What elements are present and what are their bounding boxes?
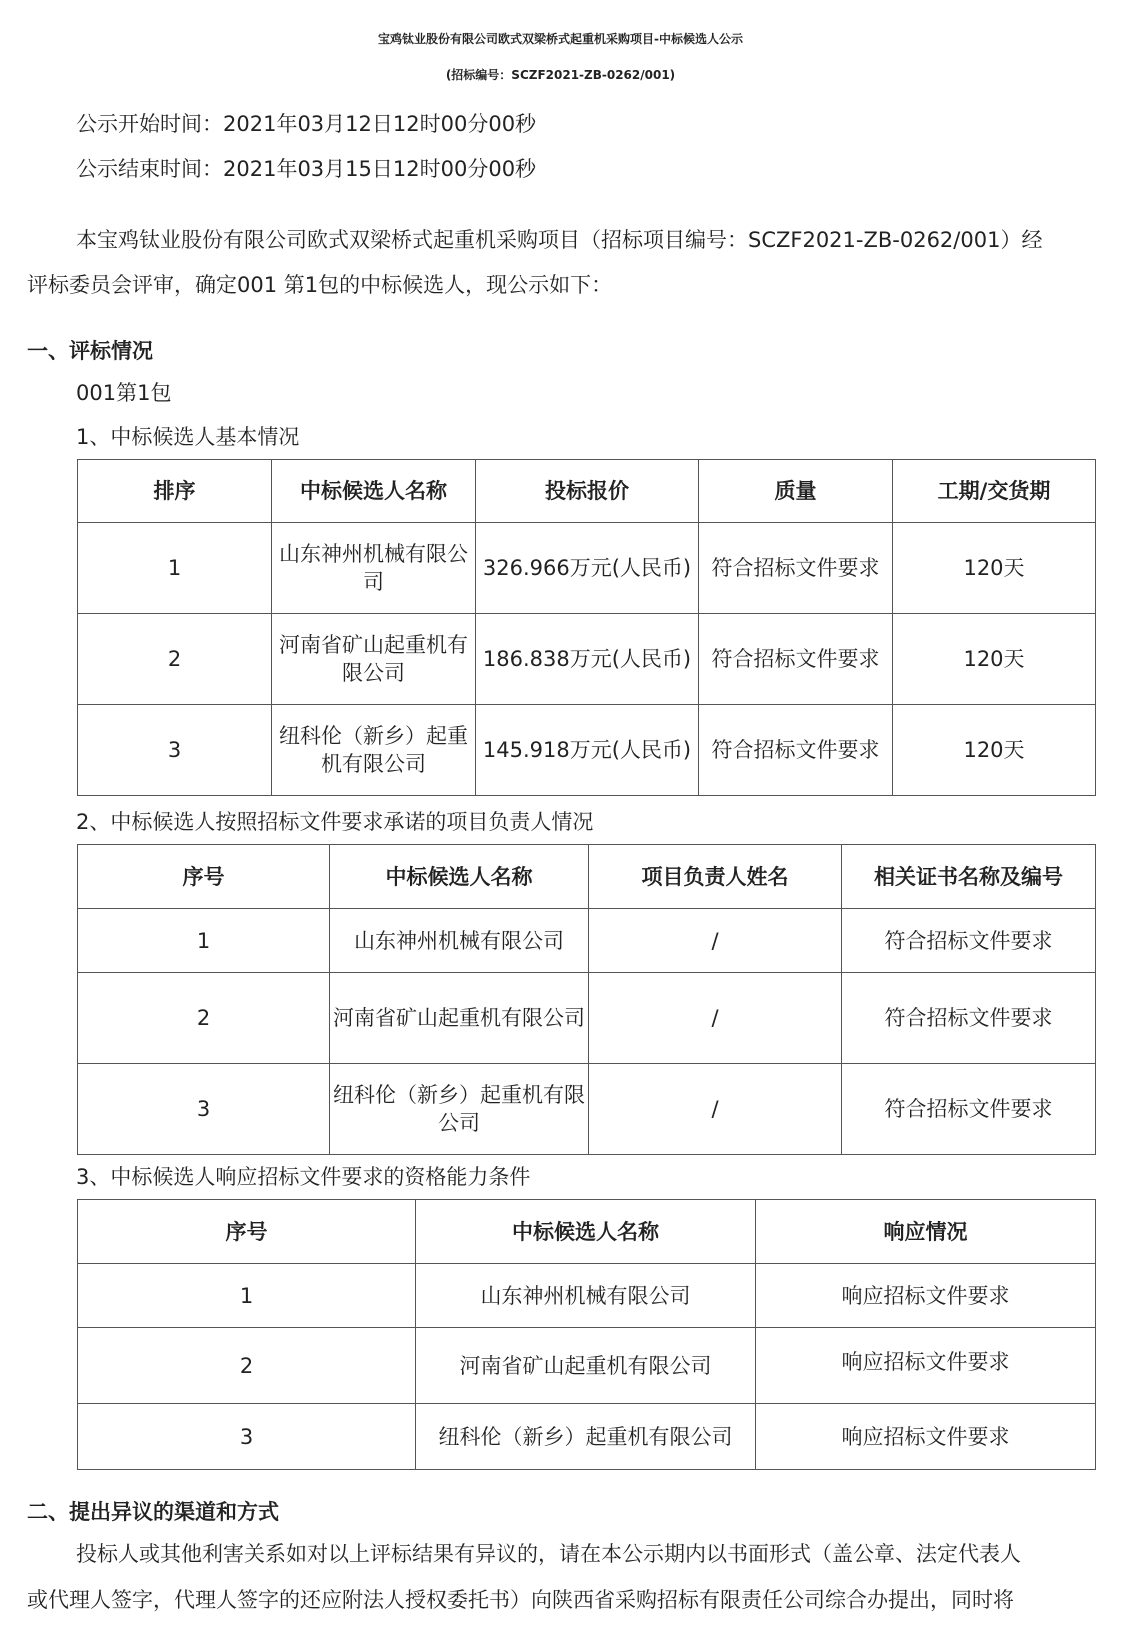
cell-bid-price: 145.918万元(人民币) [476,705,699,796]
intro-line-2: 评标委员会评审，确定001 第1包的中标候选人，现公示如下： [27,273,613,297]
document-title: 宝鸡钛业股份有限公司欧式双梁桥式起重机采购项目-中标候选人公示 [378,32,743,46]
cell-candidate-name: 河南省矿山起重机有限公司 [272,614,476,705]
cell-rank: 3 [78,705,272,796]
cell-candidate-name: 河南省矿山起重机有限公司 [416,1328,756,1404]
publicity-end-time: 公示结束时间：2021年03月15日12时00分00秒 [76,157,537,181]
col-header-candidate-name: 中标候选人名称 [272,460,476,523]
cell-candidate-name: 山东神州机械有限公司 [272,523,476,614]
cell-rank: 2 [78,614,272,705]
cell-response: 响应招标文件要求 [756,1264,1096,1328]
table-row [78,705,1096,796]
cell-candidate-name: 河南省矿山起重机有限公司 [330,973,589,1064]
cell-response: 响应招标文件要求 [756,1328,1096,1404]
table-header-row [78,460,1096,523]
cell-delivery-period: 120天 [893,614,1096,705]
table-row [78,1328,1096,1404]
cell-certificate: 符合招标文件要求 [842,973,1096,1064]
col-header-candidate-name: 中标候选人名称 [416,1200,756,1264]
cell-serial: 2 [78,1328,416,1404]
project-manager-table [77,844,1096,1155]
cell-candidate-name: 纽科伦（新乡）起重机有限公司 [416,1404,756,1470]
tender-code: (招标编号：SCZF2021-ZB-0262/001) [445,68,676,82]
cell-candidate-name: 纽科伦（新乡）起重机有限公司 [330,1064,589,1155]
subheading-qualification: 3、中标候选人响应招标文件要求的资格能力条件 [76,1165,531,1189]
cell-delivery-period: 120天 [893,705,1096,796]
subheading-project-manager: 2、中标候选人按照招标文件要求承诺的项目负责人情况 [76,810,594,834]
table-row [78,1404,1096,1470]
cell-quality: 符合招标文件要求 [699,614,893,705]
col-header-certificate: 相关证书名称及编号 [842,845,1096,909]
objection-line-2: 或代理人签字，代理人签字的还应附法人授权委托书）向陕西省采购招标有限责任公司综合办提出，同时将 [27,1588,1014,1612]
publicity-start-time: 公示开始时间：2021年03月12日12时00分00秒 [76,112,537,136]
cell-quality: 符合招标文件要求 [699,705,893,796]
cell-rank: 1 [78,523,272,614]
section-heading-objection: 二、提出异议的渠道和方式 [27,1500,279,1524]
table-row [78,973,1096,1064]
cell-quality: 符合招标文件要求 [699,523,893,614]
cell-candidate-name: 山东神州机械有限公司 [416,1264,756,1328]
cell-manager-name: / [589,1064,842,1155]
col-header-rank: 排序 [78,460,272,523]
table-row [78,1264,1096,1328]
cell-candidate-name: 山东神州机械有限公司 [330,909,589,973]
col-header-bid-price: 投标报价 [476,460,699,523]
table-row [78,523,1096,614]
col-header-candidate-name: 中标候选人名称 [330,845,589,909]
table-header-row [78,845,1096,909]
cell-certificate: 符合招标文件要求 [842,1064,1096,1155]
cell-bid-price: 326.966万元(人民币) [476,523,699,614]
cell-delivery-period: 120天 [893,523,1096,614]
col-header-serial: 序号 [78,845,330,909]
subheading-basic-info: 1、中标候选人基本情况 [76,425,300,449]
cell-serial: 1 [78,909,330,973]
package-label: 001第1包 [76,381,172,405]
col-header-serial: 序号 [78,1200,416,1264]
cell-serial: 3 [78,1404,416,1470]
col-header-delivery-period: 工期/交货期 [893,460,1096,523]
table-row [78,614,1096,705]
table-row [78,1064,1096,1155]
intro-line-1: 本宝鸡钛业股份有限公司欧式双梁桥式起重机采购项目（招标项目编号：SCZF2021-ZB-0262/001）经 [76,228,1043,252]
section-heading-evaluation: 一、评标情况 [27,339,153,363]
cell-response: 响应招标文件要求 [756,1404,1096,1470]
objection-line-1: 投标人或其他利害关系如对以上评标结果有异议的，请在本公示期内以书面形式（盖公章、法定代表人 [76,1542,1021,1566]
cell-serial: 3 [78,1064,330,1155]
cell-serial: 2 [78,973,330,1064]
col-header-quality: 质量 [699,460,893,523]
col-header-manager-name: 项目负责人姓名 [589,845,842,909]
table-header-row [78,1200,1096,1264]
candidate-basic-table [77,459,1096,796]
cell-bid-price: 186.838万元(人民币) [476,614,699,705]
cell-manager-name: / [589,909,842,973]
cell-manager-name: / [589,973,842,1064]
table-row [78,909,1096,973]
col-header-response: 响应情况 [756,1200,1096,1264]
cell-serial: 1 [78,1264,416,1328]
cell-candidate-name: 纽科伦（新乡）起重机有限公司 [272,705,476,796]
qualification-table [77,1199,1096,1470]
cell-certificate: 符合招标文件要求 [842,909,1096,973]
